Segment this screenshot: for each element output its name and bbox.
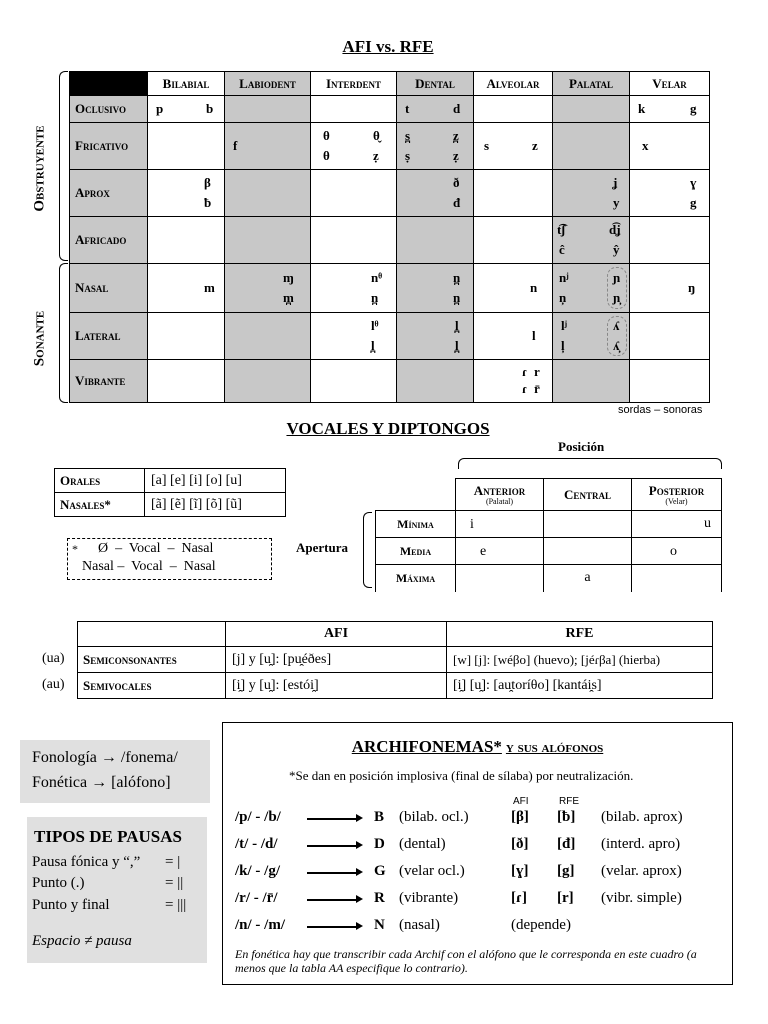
pausa-value: = ||| <box>165 897 187 913</box>
archi-pair: /r/ - /r̄/ <box>235 890 278 906</box>
symbol: lᶿ <box>371 318 379 333</box>
archi-rfe: [r] <box>557 890 574 906</box>
archi-rfe: [đ] <box>557 836 576 852</box>
symbol: z <box>532 138 538 153</box>
symbol: ɱ <box>283 270 294 285</box>
diph-corner <box>78 622 226 647</box>
symbol: lʲ <box>561 318 567 333</box>
semivocales-afi: [i̯] y [u̯]: [estói̯] <box>226 673 447 699</box>
semiconsonantes-rfe: [w] [j]: [wéβo] (huevo); [jéɾβa] (hierba) <box>447 647 713 673</box>
archi-afi: [ɣ] <box>511 863 529 879</box>
cell-nasal-palatal <box>553 264 630 313</box>
orales-values: [a] [e] [i] [o] [u] <box>145 469 286 493</box>
cell-africado-labiodent <box>225 217 311 264</box>
cell-vibrante-bilabial <box>148 360 225 403</box>
pausa-value: = || <box>165 875 184 891</box>
archi-note: *Se dan en posición implosiva (final de sílaba) por neutralización. <box>289 768 634 783</box>
row-semivocales: Semivocales <box>78 673 226 699</box>
archi-desc: (bilab. ocl.) <box>399 809 469 825</box>
cell-media-central <box>544 538 632 565</box>
pausa-label: Punto (.) <box>32 875 85 891</box>
symbol: d͡ʝ <box>609 222 621 237</box>
vowel-corner <box>376 479 456 511</box>
archi-pair: /t/ - /d/ <box>235 836 278 852</box>
cell-lateral-interdent <box>311 313 397 360</box>
posterior-label: Posterior <box>648 482 705 498</box>
cell-aprox-interdent <box>311 170 397 217</box>
cell-vibrante-interdent <box>311 360 397 403</box>
cell-fricativo-labiodent <box>225 123 311 170</box>
posicion-brace <box>458 458 722 469</box>
cell-africado-interdent <box>311 217 397 264</box>
posterior-sub: (Velar) <box>665 496 688 506</box>
symbol: ẓ <box>373 148 379 163</box>
arrow-icon <box>307 899 357 901</box>
symbol: θ <box>323 128 330 143</box>
arrow-head-icon <box>356 895 363 903</box>
cell-nasal-bilabial <box>148 264 225 313</box>
vowel-i: i <box>470 516 474 532</box>
row-minima: Mínima <box>376 511 456 538</box>
symbol: θ̬ <box>373 128 380 143</box>
archi-letter: D <box>374 836 385 852</box>
symbol: n̦ <box>559 290 567 305</box>
cell-nasal-alveolar <box>474 264 553 313</box>
cell-africado-alveolar <box>474 217 553 264</box>
archi-desc2: (velar. aprox) <box>601 863 682 879</box>
vowel-u: u <box>704 516 711 531</box>
symbol: l̪ <box>455 338 459 353</box>
diph-col-rfe: RFE <box>447 622 713 647</box>
cell-africado-bilabial <box>148 217 225 264</box>
sonante-label: Sonante <box>31 310 48 367</box>
symbol: s <box>484 138 490 153</box>
cell-vibrante-labiodent <box>225 360 311 403</box>
symbol: l̦ <box>561 338 565 353</box>
vowels-title: VOCALES Y DIPTONGOS <box>286 419 490 438</box>
row-nasal: Nasal <box>70 264 148 313</box>
archi-title-row <box>223 737 732 757</box>
consonant-table <box>69 71 710 403</box>
row-fricativo: Fricativo <box>70 123 148 170</box>
symbol: β <box>204 175 211 190</box>
symbol: ĉ <box>559 242 565 257</box>
archifonemas-box <box>222 722 733 985</box>
symbol: θ <box>323 148 330 163</box>
symbol: p <box>156 101 164 116</box>
vowel-o: o <box>670 543 677 559</box>
cell-minima-anterior <box>456 511 544 538</box>
dashed-oval <box>607 267 627 309</box>
cell-media-posterior <box>632 538 722 565</box>
cell-oclusivo-labiodent <box>225 96 311 123</box>
au-prefix: (au) <box>42 677 65 692</box>
symbol: g <box>690 101 697 116</box>
col-labiodent: Labiodent <box>225 72 311 96</box>
archi-desc2: (bilab. aprox) <box>601 809 683 825</box>
symbol: r̄ <box>534 381 540 396</box>
archi-title: ARCHIFONEMAS* <box>351 737 502 756</box>
symbol: l <box>532 328 536 343</box>
col-palatal: Palatal <box>553 72 630 96</box>
cell-aprox-palatal <box>553 170 630 217</box>
archi-letter: N <box>374 917 385 933</box>
cell-aprox-velar <box>630 170 710 217</box>
symbol: k <box>638 101 646 116</box>
archi-pair: /p/ - /b/ <box>235 809 281 825</box>
cell-lateral-palatal <box>553 313 630 360</box>
nasal-context-note <box>67 538 272 580</box>
cell-nasal-interdent <box>311 264 397 313</box>
symbol: ʎ <box>613 318 620 333</box>
arrow-icon <box>307 818 357 820</box>
symbol: ɾ <box>522 381 528 396</box>
archi-desc2: (interd. apro) <box>601 836 681 852</box>
row-africado: Africado <box>70 217 148 264</box>
cell-nasal-dental <box>397 264 474 313</box>
archi-desc: (vibrante) <box>399 890 459 906</box>
pausas-box <box>27 817 207 963</box>
sonante-brace <box>59 263 68 403</box>
col-dental: Dental <box>397 72 474 96</box>
symbol: g <box>690 195 697 210</box>
cell-oclusivo-palatal <box>553 96 630 123</box>
col-central: Central <box>544 479 632 511</box>
archi-desc2: (vibr. simple) <box>601 890 682 906</box>
cell-nasal-labiodent <box>225 264 311 313</box>
cell-oclusivo-interdent <box>311 96 397 123</box>
archi-afi: (depende) <box>511 917 571 933</box>
symbol: ɣ <box>690 175 697 190</box>
archi-letter: B <box>374 809 385 825</box>
cell-fricativo-interdent <box>311 123 397 170</box>
symbol: ɾ <box>522 364 528 379</box>
archi-afi: [ð] <box>511 836 529 852</box>
cell-aprox-bilabial <box>148 170 225 217</box>
cell-minima-central <box>544 511 632 538</box>
archi-desc: (velar ocl.) <box>399 863 465 879</box>
arrow-head-icon <box>356 814 363 822</box>
row-aprox: Aprox <box>70 170 148 217</box>
cell-africado-palatal <box>553 217 630 264</box>
sordas-sonoras-note: sordas – sonoras <box>618 404 703 416</box>
archi-col-afi: AFI <box>513 796 529 807</box>
arrow-head-icon <box>356 922 363 930</box>
anterior-label: Anterior <box>473 482 526 498</box>
col-anterior <box>456 479 544 511</box>
archi-pair: /n/ - /m/ <box>235 917 286 933</box>
pausa-label: Pausa fónica y “,” <box>32 854 141 870</box>
espacio-note: Espacio ≠ pausa <box>32 933 132 949</box>
row-vibrante: Vibrante <box>70 360 148 403</box>
col-alveolar: Alveolar <box>474 72 553 96</box>
symbol: ŷ <box>613 242 620 257</box>
symbol: y <box>613 195 620 210</box>
semiconsonantes-afi: [j] y [u̯]: [pu̯éðes] <box>226 647 447 673</box>
symbol: ẓ <box>453 148 459 163</box>
obstruyente-brace <box>59 71 68 261</box>
cell-fricativo-alveolar <box>474 123 553 170</box>
row-lateral: Lateral <box>70 313 148 360</box>
cell-lateral-alveolar <box>474 313 553 360</box>
archi-title-suffix: y sus alófonos <box>505 740 604 756</box>
anterior-sub: (Palatal) <box>485 496 514 506</box>
symbol: r <box>534 364 540 379</box>
archi-afi: [ɾ] <box>511 890 528 906</box>
cell-maxima-anterior <box>456 565 544 592</box>
cell-aprox-alveolar <box>474 170 553 217</box>
diphthong-table <box>77 621 713 699</box>
archi-rfe: [ƀ] <box>557 809 576 825</box>
cell-media-anterior <box>456 538 544 565</box>
cell-aprox-labiodent <box>225 170 311 217</box>
cell-fricativo-bilabial <box>148 123 225 170</box>
row-semiconsonantes: Semiconsonantes <box>78 647 226 673</box>
arrow-head-icon <box>356 841 363 849</box>
symbol: ƀ <box>204 195 212 210</box>
cell-africado-dental <box>397 217 474 264</box>
cell-africado-velar <box>630 217 710 264</box>
diph-col-afi: AFI <box>226 622 447 647</box>
cell-vibrante-dental <box>397 360 474 403</box>
symbol: n <box>530 280 538 295</box>
note-line1: Ø – Vocal – Nasal <box>98 541 214 556</box>
cell-vibrante-palatal <box>553 360 630 403</box>
symbol: t <box>405 101 410 116</box>
symbol: l̪ <box>371 338 375 353</box>
orales-nasales-table <box>54 468 286 517</box>
archi-letter: G <box>374 863 386 879</box>
symbol: n̪ <box>453 270 461 285</box>
apertura-brace <box>363 512 372 588</box>
archi-desc: (dental) <box>399 836 446 852</box>
symbol: n̪ <box>371 290 379 305</box>
symbol: ð <box>453 175 460 190</box>
archi-pair: /k/ - /g/ <box>235 863 281 879</box>
symbol: z̪ <box>453 128 459 143</box>
dashed-oval <box>607 316 627 356</box>
symbol: f <box>233 138 238 153</box>
cell-oclusivo-dental <box>397 96 474 123</box>
symbol: ɲ <box>613 270 621 285</box>
vowel-a: a <box>584 570 591 586</box>
symbol: l̪ <box>455 318 459 333</box>
fonologia-box <box>20 740 210 803</box>
archi-col-rfe: RFE <box>559 796 579 807</box>
archi-afi: [β] <box>511 809 529 825</box>
symbol: ʝ <box>613 175 618 190</box>
cell-maxima-central <box>544 565 632 592</box>
apertura-label: Apertura <box>296 540 348 555</box>
arrow-icon <box>307 872 357 874</box>
orales-label: Orales <box>55 469 145 493</box>
cell-oclusivo-bilabial <box>148 96 225 123</box>
cell-oclusivo-alveolar <box>474 96 553 123</box>
symbol: ŋ <box>688 280 696 295</box>
symbol: nᶿ <box>371 270 383 285</box>
cell-lateral-labiodent <box>225 313 311 360</box>
cell-vibrante-alveolar <box>474 360 553 403</box>
symbol: ṣ <box>405 148 411 163</box>
archi-footer: En fonética hay que transcribir cada Archif con el alófono que le corresponda en este cuadro (a menos que la tabla AA especifique lo contrario). <box>235 947 697 975</box>
arrow-icon <box>307 845 357 847</box>
fonetica-line: Fonética → [alófono] <box>32 774 171 791</box>
symbol: t͡ʃ <box>557 222 566 237</box>
vowel-e: e <box>480 543 487 559</box>
archi-desc: (nasal) <box>399 917 440 933</box>
ua-prefix: (ua) <box>42 651 65 666</box>
symbol: n̪ <box>453 290 461 305</box>
fonologia-line: Fonología → /fonema/ <box>32 749 178 766</box>
col-posterior <box>632 479 722 511</box>
row-media: Media <box>376 538 456 565</box>
archi-letter: R <box>374 890 385 906</box>
cell-minima-posterior <box>632 511 722 538</box>
symbol: m̪ <box>283 290 294 305</box>
symbol: nʲ <box>559 270 569 285</box>
cell-maxima-posterior <box>632 565 722 592</box>
cell-nasal-velar <box>630 264 710 313</box>
col-bilabial: Bilabial <box>148 72 225 96</box>
cell-aprox-dental <box>397 170 474 217</box>
row-maxima: Máxima <box>376 565 456 592</box>
vowel-table <box>375 478 722 592</box>
symbol: s̪ <box>405 128 411 143</box>
cell-lateral-bilabial <box>148 313 225 360</box>
cell-lateral-dental <box>397 313 474 360</box>
symbol: d <box>453 101 461 116</box>
col-velar: Velar <box>630 72 710 96</box>
symbol: x <box>642 138 649 153</box>
cell-fricativo-palatal <box>553 123 630 170</box>
posicion-label: Posición <box>558 439 605 454</box>
note-line2: Nasal – Vocal – Nasal <box>82 559 216 574</box>
consonant-title: AFI vs. RFE <box>342 37 434 56</box>
corner-cell <box>70 72 148 96</box>
row-oclusivo: Oclusivo <box>70 96 148 123</box>
nasales-label: Nasales* <box>55 493 145 517</box>
cell-fricativo-velar <box>630 123 710 170</box>
semivocales-rfe: [i̯] [u̯]: [au̯toríθo] [kantái̯s] <box>447 673 713 699</box>
cell-vibrante-velar <box>630 360 710 403</box>
pausas-title: TIPOS DE PAUSAS <box>34 827 182 846</box>
archi-rfe: [g] <box>557 863 575 879</box>
note-star: * <box>72 542 78 556</box>
cell-fricativo-dental <box>397 123 474 170</box>
symbol: ɲ̦ <box>613 290 621 305</box>
symbol: ʎ̦ <box>613 338 620 353</box>
symbol: m <box>204 280 215 295</box>
arrow-icon <box>307 926 357 928</box>
cell-lateral-velar <box>630 313 710 360</box>
obstruyente-label: Obstruyente <box>31 125 48 212</box>
pausa-value: = | <box>165 854 181 870</box>
symbol: đ <box>453 195 461 210</box>
col-interdent: Interdent <box>311 72 397 96</box>
pausa-label: Punto y final <box>32 897 110 913</box>
arrow-head-icon <box>356 868 363 876</box>
nasales-values: [ã] [ẽ] [ĩ] [õ] [ũ] <box>145 493 286 517</box>
cell-oclusivo-velar <box>630 96 710 123</box>
symbol: b <box>206 101 214 116</box>
